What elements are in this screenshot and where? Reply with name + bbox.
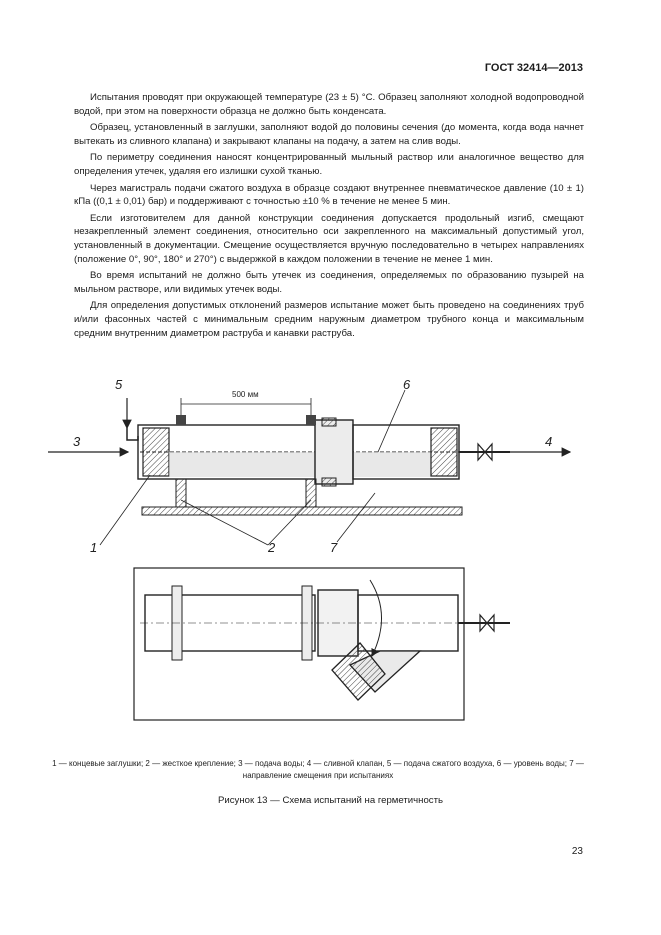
air-supply-pipe <box>127 428 138 440</box>
page-header: ГОСТ 32414—2013 <box>484 62 583 74</box>
label-2: 2 <box>268 540 276 555</box>
leader-6 <box>378 390 405 452</box>
paragraph: Во время испытаний не должно быть утечек из соединения, определяемых по образованию пузырей на мыльном растворе, или видимых утечек воды. <box>74 270 584 295</box>
label-3: 3 <box>73 434 81 449</box>
label-5: 5 <box>115 377 123 392</box>
water-fill <box>169 452 431 477</box>
socket-seal-top <box>322 418 336 426</box>
paragraph: Если изготовителем для данной конструкции соединения допускается продольный изгиб, смещают незакрепленный элемент соединения, относительно оси закрепленного на максимальный допустимый угол, установленный в документации. Смещение осуществляется вручную последовательно в четырех направлениях (положение 0°, 90°, 180° и 270°) с выдержкой в каждом положении в течение не менее 1 мин. <box>74 212 584 265</box>
plan-frame <box>134 568 464 720</box>
top-clamp-right <box>306 415 316 425</box>
top-clamp-left <box>176 415 186 425</box>
label-4: 4 <box>545 434 553 449</box>
displacement-arc <box>370 580 382 656</box>
paragraph: Образец, установленный в заглушки, заполняют водой до половины сечения (до момента, когда вода начнет вытекать из сливного клапана) и закрывают клапаны на подачу, а затем на слив воды. <box>74 122 584 147</box>
figure-legend: 1 — концевые заглушки; 2 — жесткое крепление; 3 — подача воды; 4 — сливной клапан, 5 — подача сжатого воздуха, 6 — уровень воды; 7 — направление смещения при испытаниях <box>52 759 584 780</box>
socket-seal-bottom <box>322 478 336 486</box>
body-text <box>74 91 584 343</box>
label-1: 1 <box>90 540 98 555</box>
paragraph: По периметру соединения наносят концентрированный мыльный раствор или аналогичное вещество для определения утечек, удаляя его излишки сухой тканью. <box>74 152 584 177</box>
bottom-clamp-left <box>176 479 186 507</box>
label-7: 7 <box>330 540 338 555</box>
paragraph: Для определения допустимых отклонений размеров испытание может быть проведено на соединениях труб и/или фасонных частей с минимальным средним наружным диаметром трубного конца и максимальным средним внутренним диаметром раструба и канавки раструба. <box>74 300 584 339</box>
paragraph: Испытания проводят при окружающей температуре (23 ± 5) °С. Образец заполняют холодной водопроводной водой, при этом на поверхности образца не должно быть конденсата. <box>74 92 584 117</box>
base-plate <box>142 507 462 515</box>
page-number: 23 <box>571 846 583 857</box>
leader-7 <box>337 493 375 542</box>
test-scheme-figure <box>0 340 661 760</box>
socket-joint <box>315 420 353 484</box>
bottom-clamp-right <box>306 479 316 507</box>
label-6: 6 <box>403 377 411 392</box>
right-end-cap <box>431 428 457 476</box>
dimension-label: 500 мм <box>232 390 259 399</box>
paragraph: Через магистраль подачи сжатого воздуха в образце создают внутреннее пневматическое давление (10 ± 1) кПа ((0,1 ± 0,01) бар) и поддерживают с точностью ±10 % в течение не менее 5 мин. <box>74 182 584 208</box>
figure-caption: Рисунок 13 — Схема испытаний на герметичность <box>218 795 443 806</box>
